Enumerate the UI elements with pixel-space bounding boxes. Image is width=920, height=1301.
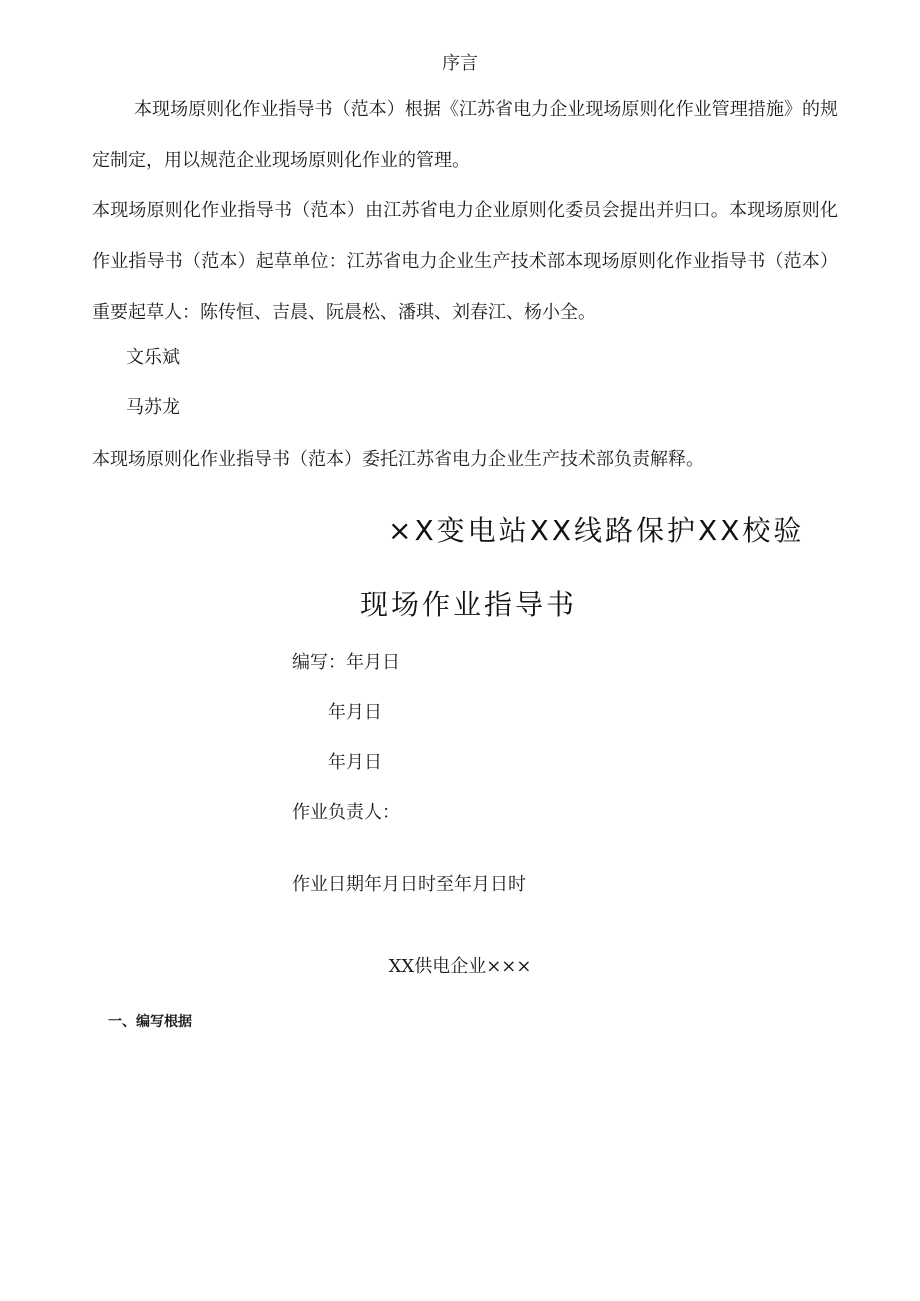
work-date-line: 作业日期年月日时至年月日时 [292,874,526,895]
preface-paragraph-2: 本现场原则化作业指导书（范本）由江苏省电力企业原则化委员会提出并归口。本现场原则化作业指导书（范本）起草单位：江苏省电力企业生产技术部本现场原则化作业指导书（范本）重要起草人：陈传恒、吉晨、阮晨松、潘琪、刘春江、杨小全。 [92,200,838,323]
drafter-name-2: 马苏龙 [126,397,180,418]
cover-title-line-2: 现场作业指导书 [360,588,578,621]
work-leader-line: 作业负责人： [292,802,400,823]
preface-paragraph-1: 本现场原则化作业指导书（范本）根据《江苏省电力企业现场原则化作业管理措施》的规定制定，用以规范企业现场原则化作业的管理。 [92,99,838,171]
cover-title-line-1: ×X变电站XX线路保护XX校验 [388,514,805,547]
author-line: 编写：年月日 [292,652,400,673]
preface-paragraph-3: 本现场原则化作业指导书（范本）委托江苏省电力企业生产技术部负责解释。 [92,449,704,470]
drafter-name-1: 文乐斌 [126,347,180,368]
company-name: XX供电企业××× [388,956,532,977]
preface-title: 序言 [442,53,478,74]
approval-date-line: 年月日 [328,752,382,773]
review-date-line: 年月日 [328,702,382,723]
section-heading-basis: 一、编写根据 [108,1014,192,1030]
